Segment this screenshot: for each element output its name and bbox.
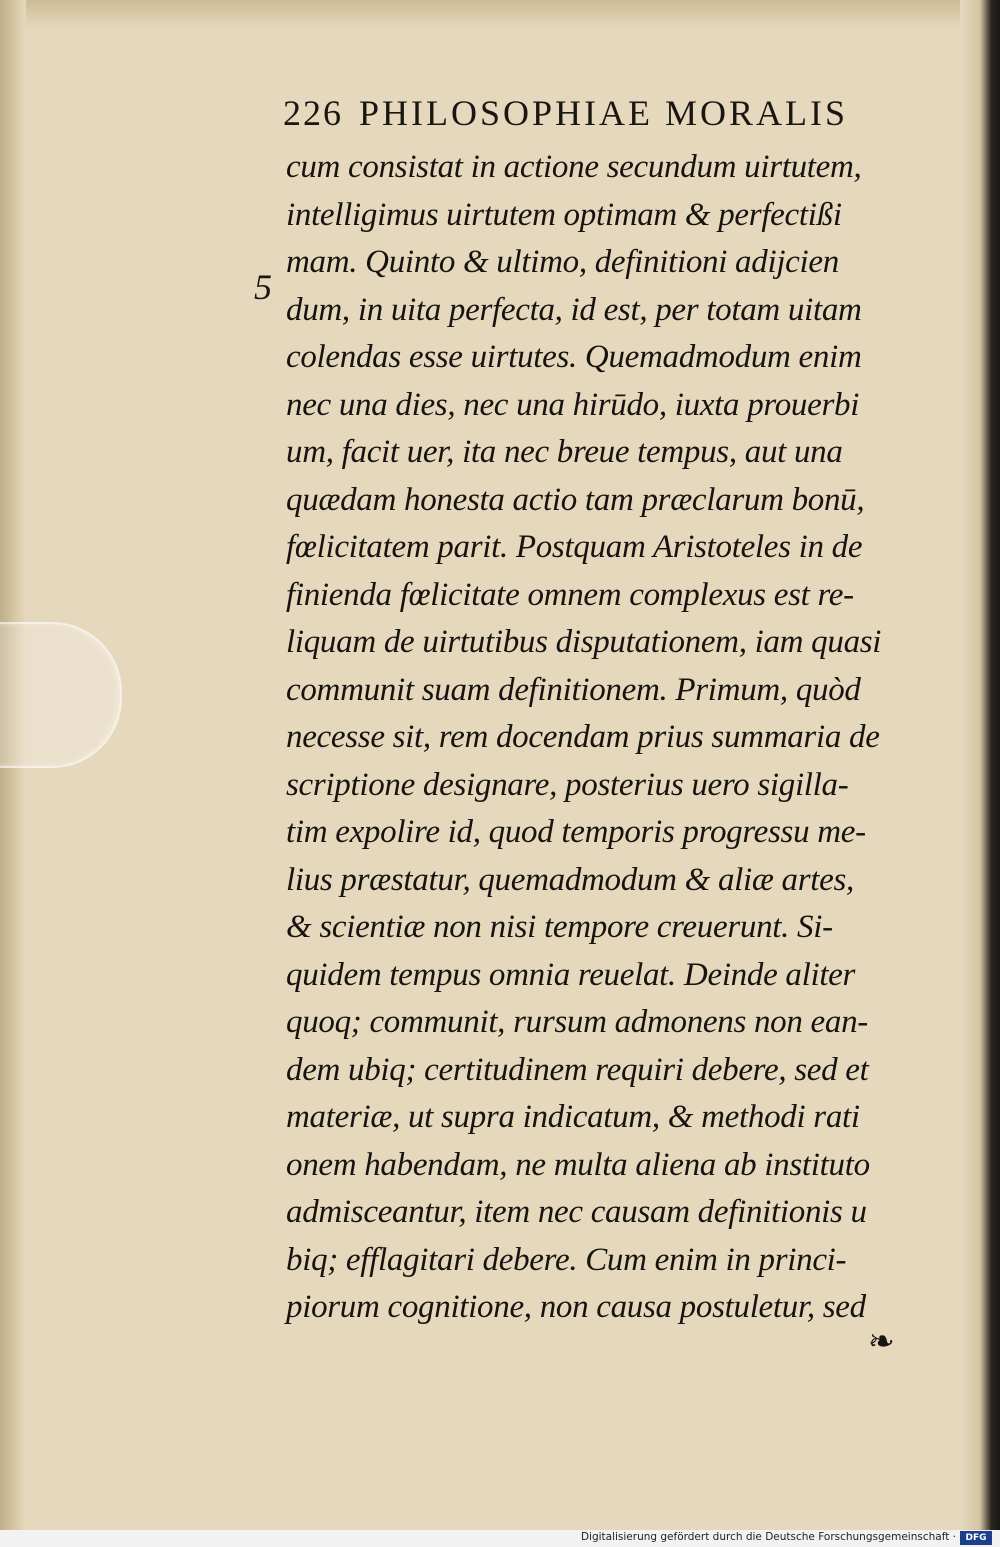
text-line: quædam honesta actio tam præclarum bonū,: [286, 481, 865, 518]
plastic-clip: [0, 622, 122, 768]
text-line: finienda fœlicitate omnem complexus est re-: [286, 576, 854, 613]
text-line: um, facit uer, ita nec breue tempus, aut una: [286, 434, 843, 470]
text-line: liquam de uirtutibus disputationem, iam quasi: [286, 624, 882, 660]
running-head: [283, 92, 883, 142]
body-text: [286, 144, 926, 1332]
text-line: quoq; communit, rursum admonens non ean-: [286, 1004, 868, 1040]
text-line: quidem tempus omnia reuelat. Deinde aliter: [286, 956, 856, 993]
text-line: dem ubiq; certitudinem requiri debere, sed et: [286, 1051, 869, 1088]
text-line: nec una dies, nec una hirūdo, iuxta prouerbi: [286, 386, 860, 423]
text-line: admisceantur, item nec causam definitionis u: [286, 1194, 867, 1230]
page-number: 226: [283, 93, 343, 133]
text-line: colendas esse uirtutes. Quemadmodum enim: [286, 339, 862, 375]
text-line: piorum cognitione, non causa postuletur, sed: [286, 1289, 866, 1325]
text-line: materiæ, ut supra indicatum, & methodi rati: [286, 1099, 860, 1135]
text-line: cum consistat in actione secundum uirtutem,: [286, 149, 862, 185]
funding-credit: Digitalisierung gefördert durch die Deutsche Forschungsgemeinschaft ·: [580, 1531, 956, 1543]
text-line: lius præstatur, quemadmodum & aliæ artes,: [286, 861, 855, 898]
text-line: necesse sit, rem docendam prius summaria de: [286, 719, 880, 755]
text-line: fœlicitatem parit. Postquam Aristoteles in de: [286, 529, 863, 565]
text-line: & scientiæ non nisi tempore creuerunt. Si-: [286, 909, 833, 945]
text-line: mam. Quinto & ultimo, definitioni adijcien: [286, 244, 839, 280]
page-right-edge: [960, 0, 1000, 1530]
margin-line-number: 5: [254, 267, 272, 307]
text-line: tim expolire id, quod temporis progressu me-: [286, 814, 866, 850]
dfg-logo: DFG: [960, 1531, 992, 1545]
text-line: biq; efflagitari debere. Cum enim in princi-: [286, 1241, 847, 1278]
text-line: communit suam definitionem. Primum, quòd: [286, 671, 861, 708]
fleuron-ornament: ❧: [868, 1323, 895, 1359]
footer-bar: [0, 1530, 1000, 1547]
text-line: intelligimus uirtutem optimam & perfectißi: [286, 196, 842, 233]
running-title: PHILOSOPHIAE MORALIS: [359, 93, 849, 133]
text-line: scriptione designare, posterius uero sigilla-: [286, 766, 849, 803]
text-line: onem habendam, ne multa aliena ab instituto: [286, 1146, 870, 1183]
page-top-edge: [0, 0, 1000, 28]
text-line: dum, in uita perfecta, id est, per totam uitam: [286, 291, 862, 328]
